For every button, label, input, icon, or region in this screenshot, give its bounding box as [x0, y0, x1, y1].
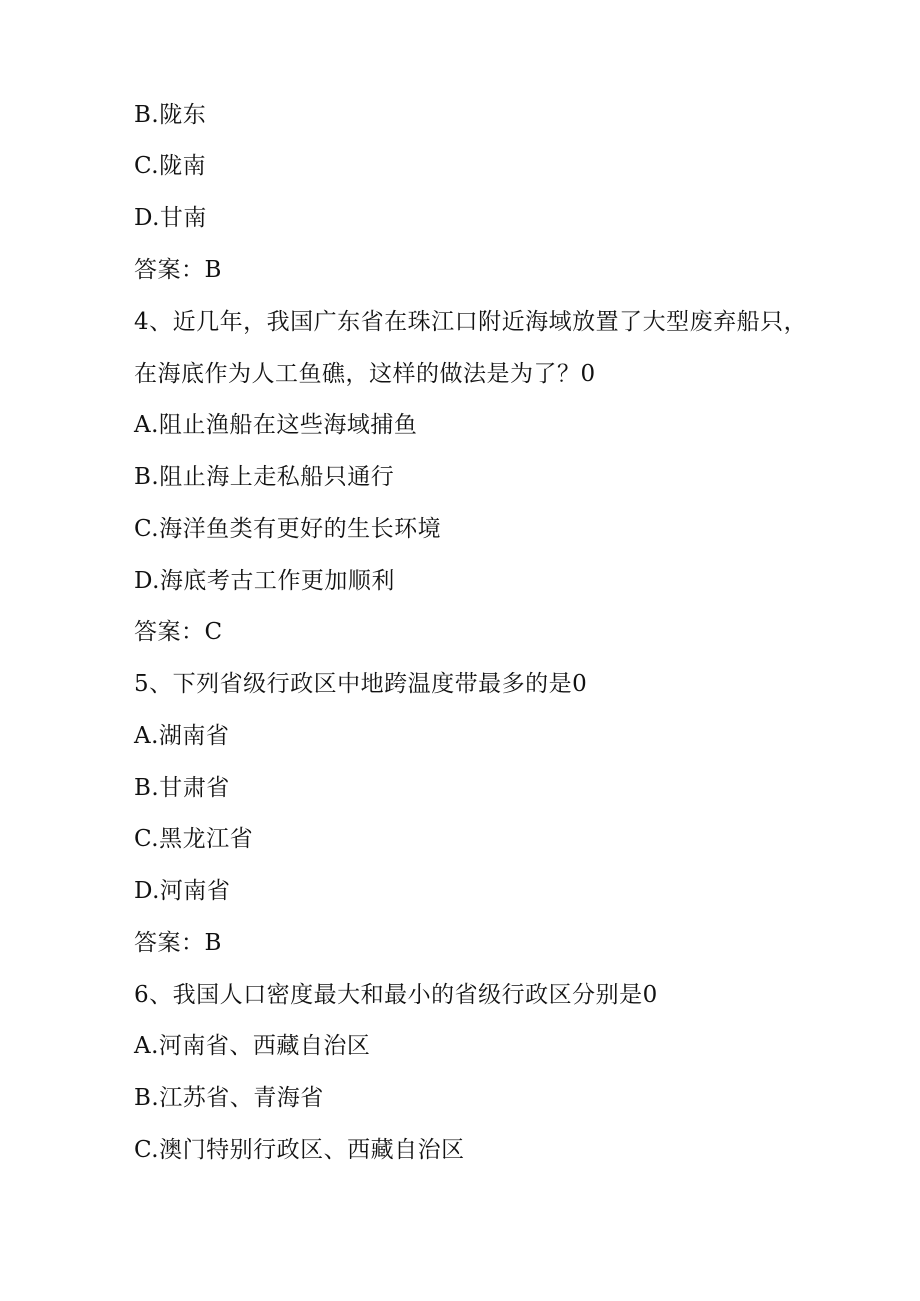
answer-q5: 答案：B — [134, 930, 222, 956]
option-d-q4: D.海底考古工作更加顺利 — [134, 568, 395, 594]
option-a-q5: A.湖南省 — [134, 723, 230, 749]
option-d-q3: D.甘南 — [134, 205, 207, 231]
option-c-q6: C.澳门特别行政区、西藏自治区 — [134, 1137, 465, 1163]
option-a-q6: A.河南省、西藏自治区 — [134, 1033, 371, 1059]
option-b-q3: B.陇东 — [134, 102, 207, 128]
question-4-line-2: 在海底作为人工鱼礁，这样的做法是为了？0 — [134, 361, 596, 387]
option-c-q3: C.陇南 — [134, 153, 207, 179]
question-4-line-1: 4、近几年，我国广东省在珠江口附近海域放置了大型废弃船只， — [134, 309, 808, 335]
question-5: 5、下列省级行政区中地跨温度带最多的是0 — [134, 671, 588, 697]
option-d-q5: D.河南省 — [134, 878, 231, 904]
option-c-q5: C.黑龙江省 — [134, 826, 254, 852]
option-a-q4: A.阻止渔船在这些海域捕鱼 — [134, 412, 418, 438]
question-6: 6、我国人口密度最大和最小的省级行政区分别是0 — [134, 982, 658, 1008]
option-c-q4: C.海洋鱼类有更好的生长环境 — [134, 516, 442, 542]
answer-q3: 答案：B — [134, 257, 222, 283]
option-b-q4: B.阻止海上走私船只通行 — [134, 464, 395, 490]
option-b-q6: B.江苏省、青海省 — [134, 1085, 324, 1111]
option-b-q5: B.甘肃省 — [134, 775, 230, 801]
answer-q4: 答案：C — [134, 619, 223, 645]
